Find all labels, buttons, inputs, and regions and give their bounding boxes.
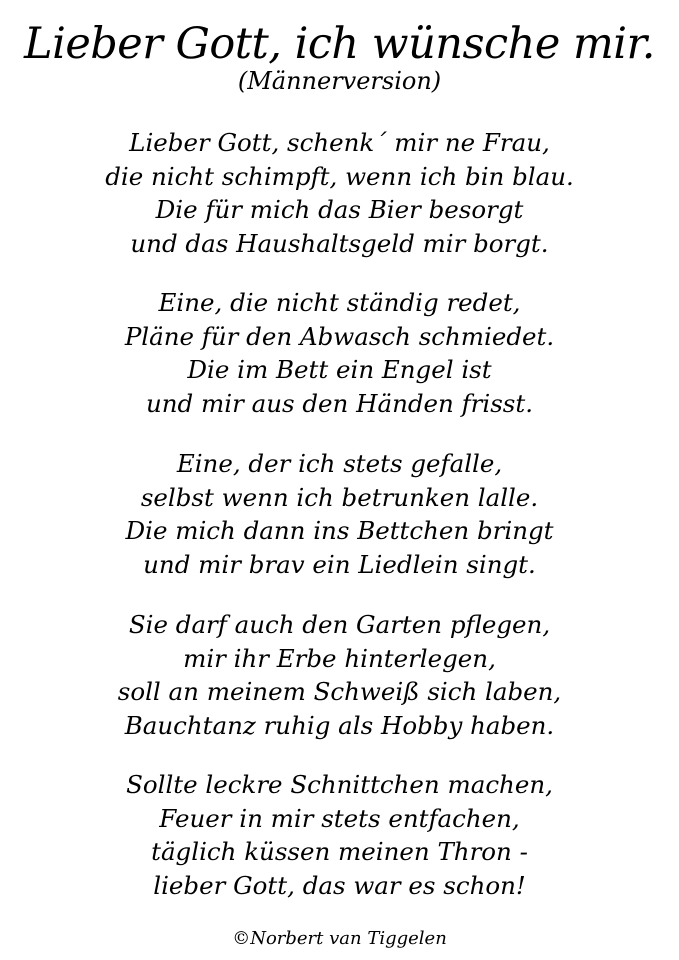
- verse-line: Pläne für den Abwasch schmiedet.: [124, 321, 555, 351]
- verse-line: Lieber Gott, schenk´ mir ne Frau,: [129, 128, 550, 157]
- verse-line: soll an meinem Schweiß sich laben,: [117, 677, 562, 706]
- verse-line: Die für mich das Bier besorgt: [155, 195, 524, 224]
- verse-line: Feuer in mir stets entfachen,: [159, 803, 520, 833]
- stanza-3: [0, 447, 679, 581]
- verse-line: Die im Bett ein Engel ist: [187, 355, 492, 384]
- verse-line: die nicht schimpft, wenn ich bin blau.: [105, 161, 574, 191]
- verse-line: Eine, der ich stets gefalle,: [176, 449, 503, 478]
- poem-title: Lieber Gott, ich wünsche mir.: [24, 19, 655, 69]
- verse-line: und das Haushaltsgeld mir borgt.: [130, 228, 549, 258]
- verse-line: und mir brav ein Liedlein singt.: [143, 549, 536, 579]
- verse-line: Sie darf auch den Garten pflegen,: [128, 610, 551, 639]
- verse-line: und mir aus den Händen frisst.: [146, 388, 533, 418]
- stanza-2: [0, 286, 679, 420]
- copyright-notice: ©Norbert van Tiggelen: [232, 928, 447, 949]
- verse-line: Sollte leckre Schnittchen machen,: [126, 770, 553, 799]
- verse-line: mir ihr Erbe hinterlegen,: [183, 643, 496, 673]
- stanza-1: [0, 126, 679, 260]
- verse-line: lieber Gott, das war es schon!: [153, 870, 526, 900]
- verse-line: Die mich dann ins Bettchen bringt: [125, 516, 554, 545]
- poem-subtitle: (Männerversion): [237, 67, 442, 95]
- stanza-5: [0, 768, 679, 902]
- verse-line: Bauchtanz ruhig als Hobby haben.: [124, 710, 555, 740]
- stanza-4: [0, 608, 679, 742]
- verse-line: Eine, die nicht ständig redet,: [158, 288, 521, 317]
- verse-line: selbst wenn ich betrunken lalle.: [140, 482, 539, 512]
- verse-line: täglich küssen meinen Thron -: [151, 837, 528, 866]
